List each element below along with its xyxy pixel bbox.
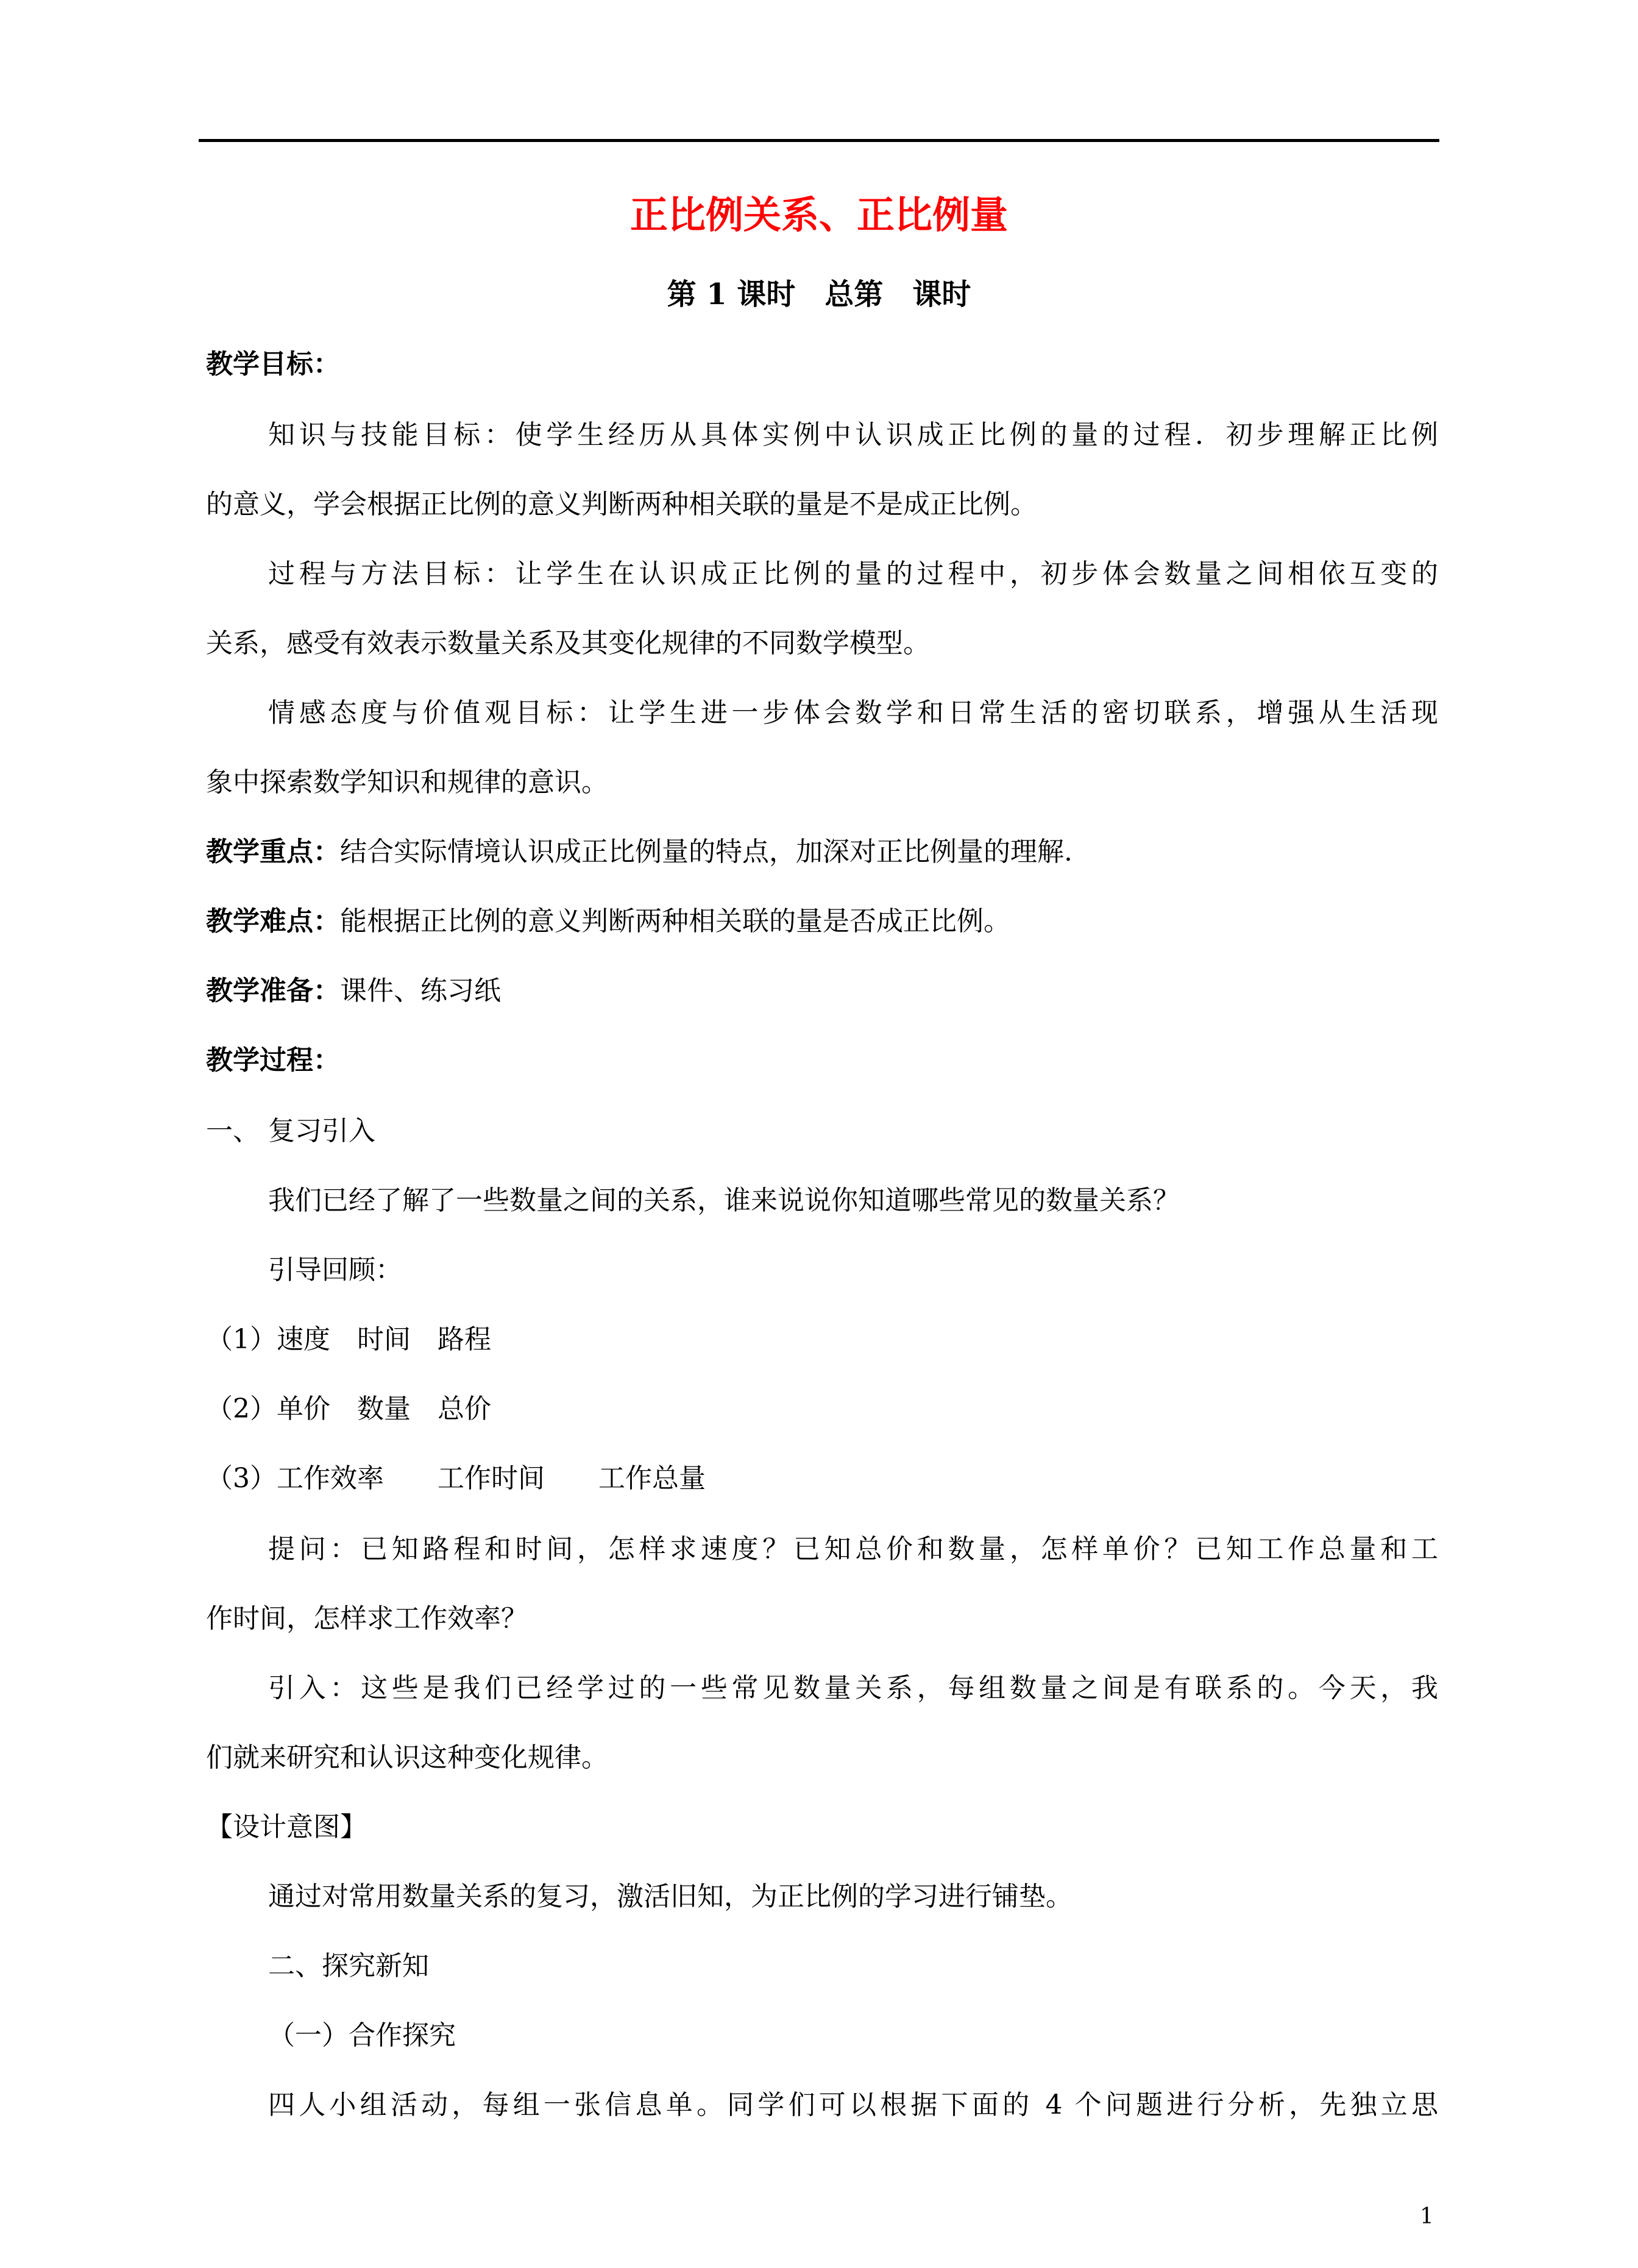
group-activity-line1: 四人小组活动，每组一张信息单。同学们可以根据下面的 4 个问题进行分析，先独立思: [268, 2089, 1438, 2120]
difficulty-text: 能根据正比例的意义判断两种相关联的量是否成正比例。: [340, 906, 1010, 937]
preparation-label: 教学准备：: [206, 975, 340, 1006]
process-goal-line2: 关系，感受有效表示数量关系及其变化规律的不同数学模型。: [206, 628, 930, 659]
section2-title: 二、探究新知: [268, 1950, 429, 1982]
header-rule: [199, 139, 1439, 142]
key-point-label: 教学重点：: [206, 836, 340, 867]
relation-item-2: （2）单价 数量 总价: [206, 1393, 491, 1424]
page-number: 1: [1420, 2204, 1434, 2229]
question-line1: 提问：已知路程和时间，怎样求速度？已知总价和数量，怎样单价？已知工作总量和工: [268, 1534, 1438, 1565]
emotion-goal-line2: 象中探索数学知识和规律的意识。: [206, 767, 608, 798]
review-question: 我们已经了解了一些数量之间的关系，谁来说说你知道哪些常见的数量关系？: [268, 1185, 1180, 1216]
subsection1-title: （一）合作探究: [268, 2020, 456, 2051]
relation-item-1: （1）速度 时间 路程: [206, 1324, 491, 1355]
section1-title: 一、 复习引入: [206, 1115, 375, 1146]
design-intent-heading: 【设计意图】: [206, 1811, 367, 1843]
intro-line2: 们就来研究和认识这种变化规律。: [206, 1742, 608, 1773]
question-line2: 作时间，怎样求工作效率？: [206, 1603, 528, 1634]
process-goal-line1: 过程与方法目标：让学生在认识成正比例的量的过程中，初步体会数量之间相依互变的: [268, 558, 1438, 589]
review-guide: 引导回顾：: [268, 1254, 402, 1285]
difficulty: [206, 903, 1010, 940]
process-heading: 教学过程：: [206, 1045, 340, 1076]
knowledge-goal-line2: 的意义，学会根据正比例的意义判断两种相关联的量是不是成正比例。: [206, 489, 1037, 520]
emotion-goal-line1: 情感态度与价值观目标：让学生进一步体会数学和日常生活的密切联系，增强从生活现: [268, 697, 1438, 728]
key-point-text: 结合实际情境认识成正比例量的特点，加深对正比例量的理解.: [340, 836, 1072, 867]
difficulty-label: 教学难点：: [206, 906, 340, 937]
intro-line1: 引入：这些是我们已经学过的一些常见数量关系，每组数量之间是有联系的。今天，我: [268, 1673, 1438, 1704]
preparation: [206, 973, 501, 1009]
objectives-heading: 教学目标：: [206, 349, 340, 380]
document-title: 正比例关系、正比例量: [629, 193, 1008, 237]
lesson-period: 第 1 课时 总第 课时: [667, 277, 971, 311]
design-intent-text: 通过对常用数量关系的复习，激活旧知，为正比例的学习进行铺垫。: [268, 1881, 1072, 1912]
key-point: [206, 834, 1072, 870]
relation-item-3: （3）工作效率 工作时间 工作总量: [206, 1463, 706, 1494]
preparation-text: 课件、练习纸: [340, 975, 501, 1006]
knowledge-goal-line1: 知识与技能目标：使学生经历从具体实例中认识成正比例的量的过程．初步理解正比例: [268, 419, 1438, 450]
